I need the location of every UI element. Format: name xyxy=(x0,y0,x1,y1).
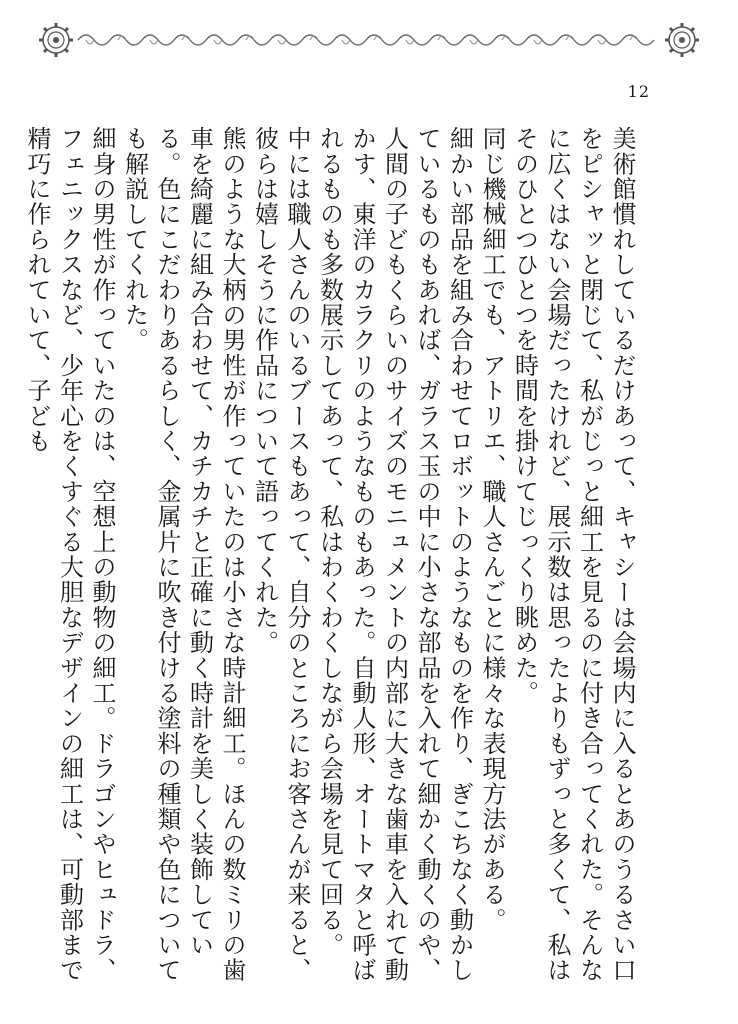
paragraph: 細かい部品を組み合わせてロボットのようなものを作り、ぎこちなく動かしているものもあれば、ガラス玉の中に小さな部品を入れて細かく動くのや、人間の子どもくらいのサイズのモニュメントの内部に大きな歯車を入れて動かす、東洋のカラクリのようなものもあった。自動人形、オートマタと呼ばれるものも多数展示してあって、私はわくわくしながら会場を見て回る。 xyxy=(315,126,474,983)
gear-vine-ornament-border xyxy=(38,22,700,58)
vine-scroll xyxy=(78,35,654,45)
paragraph: 熊のような大柄の男性が作っていたのは小さな時計細工。ほんの数ミリの歯車を綺麗に組み合わせて、カチカチと正確に動く時計を美しく装飾している。色にこだわりあるらしく、金属片に吹き付ける塗料の種類や色についても解説してくれた。 xyxy=(120,126,246,983)
page-number: 12 xyxy=(627,82,650,101)
right-gear-icon xyxy=(665,23,699,57)
paragraph: 細身の男性が作っていたのは、空想上の動物の細工。ドラゴンやヒュドラ、フェニックスなど、少年心をくすぐる大胆なデザインの細工は、可動部まで精巧に作られていて、子ども xyxy=(23,126,116,983)
paragraph: 美術館慣れしているだけあって、キャシーは会場内に入るとあのうるさい口をピシャッと閉じて、私がじっと細工を見るのに付き合ってくれた。そんなに広くはない会場だったけれど、展示数は思ったよりもずっと多くて、私はそのひとつひとつを時間を掛けてじっくり眺めた。 xyxy=(510,126,636,983)
paragraph: 中には職人さんのいるブースもあって、自分のところにお客さんが来ると、彼らは嬉しそうに作品について語ってくれた。 xyxy=(250,126,311,983)
vertical-body-text xyxy=(23,126,638,996)
paragraph: 同じ機械細工でも、アトリエ、職人さんごとに様々な表現方法がある。 xyxy=(478,126,506,933)
left-gear-icon xyxy=(39,23,73,57)
